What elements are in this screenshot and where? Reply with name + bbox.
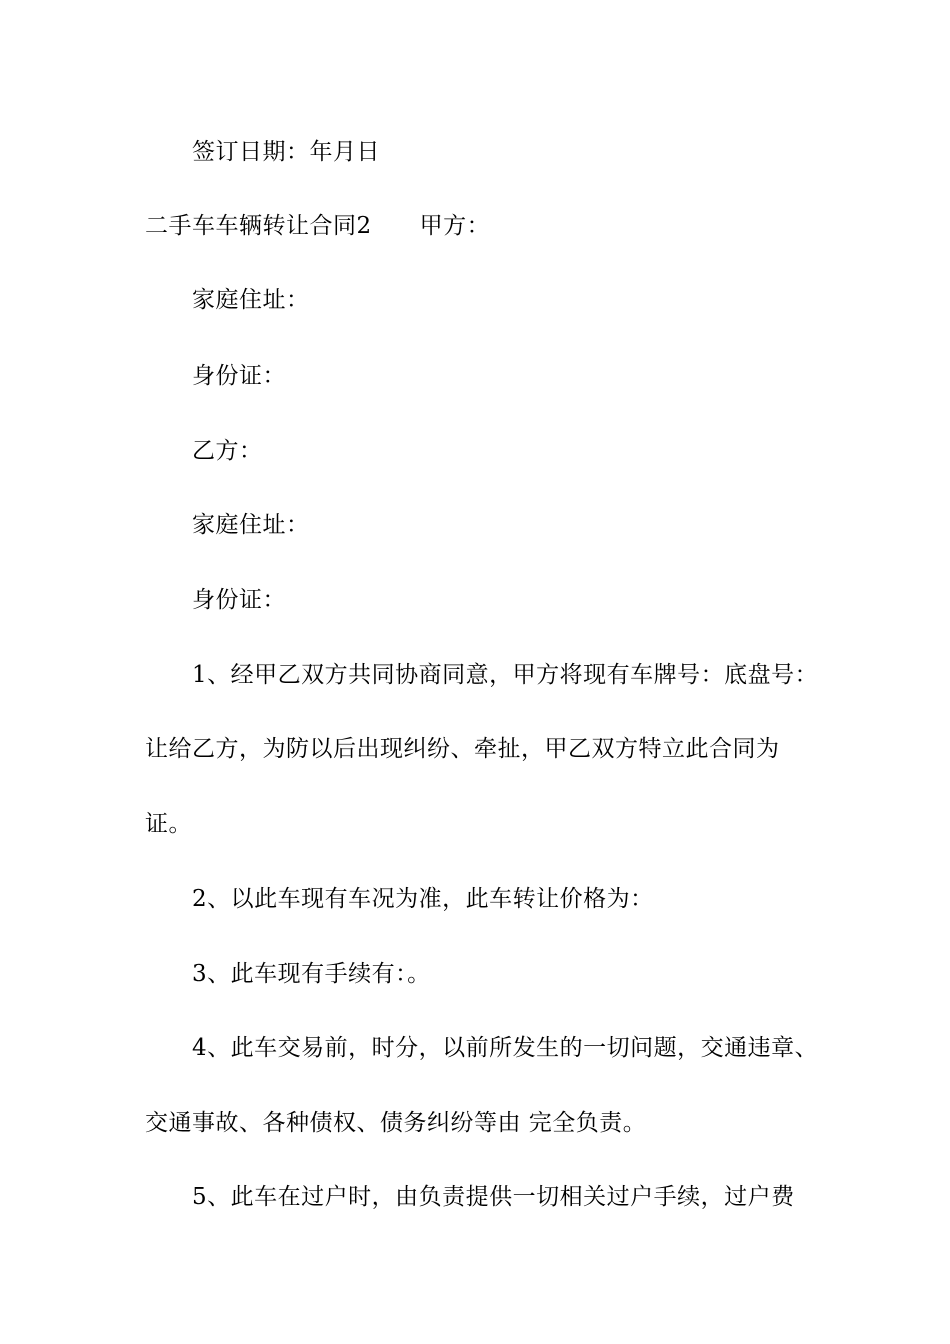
party-a-id-line: 身份证： [192, 363, 286, 389]
clause-4-line-2: 交通事故、各种债权、债务纠纷等由 完全负责。 [145, 1110, 647, 1136]
party-b-id-line: 身份证： [192, 587, 286, 613]
party-b-line: 乙方： [192, 438, 263, 464]
clause-1-line-1: 1、经甲乙双方共同协商同意，甲方将现有车牌号：底盘号： [192, 662, 819, 688]
clause-3-line: 3、此车现有手续有：。 [192, 961, 431, 987]
party-a-address-line: 家庭住址： [192, 287, 310, 313]
clause-1-line-2: 让给乙方，为防以后出现纠纷、牵扯，甲乙双方特立此合同为 [145, 736, 780, 762]
contract-title-line [145, 212, 490, 240]
signing-date-line: 签订日期：年月日 [192, 139, 380, 165]
clause-1-line-3: 证。 [145, 811, 192, 837]
party-b-address-line: 家庭住址： [192, 512, 310, 538]
clause-5-line-1: 5、此车在过户时，由负责提供一切相关过户手续，过户费 [192, 1184, 795, 1210]
party-a-label: 甲方： [419, 213, 491, 239]
clause-2-line: 2、以此车现有车况为准，此车转让价格为： [192, 886, 654, 912]
contract-title: 二手车车辆转让合同2 [145, 213, 372, 239]
clause-4-line-1: 4、此车交易前，时分，以前所发生的一切问题，交通违章、 [192, 1035, 819, 1061]
